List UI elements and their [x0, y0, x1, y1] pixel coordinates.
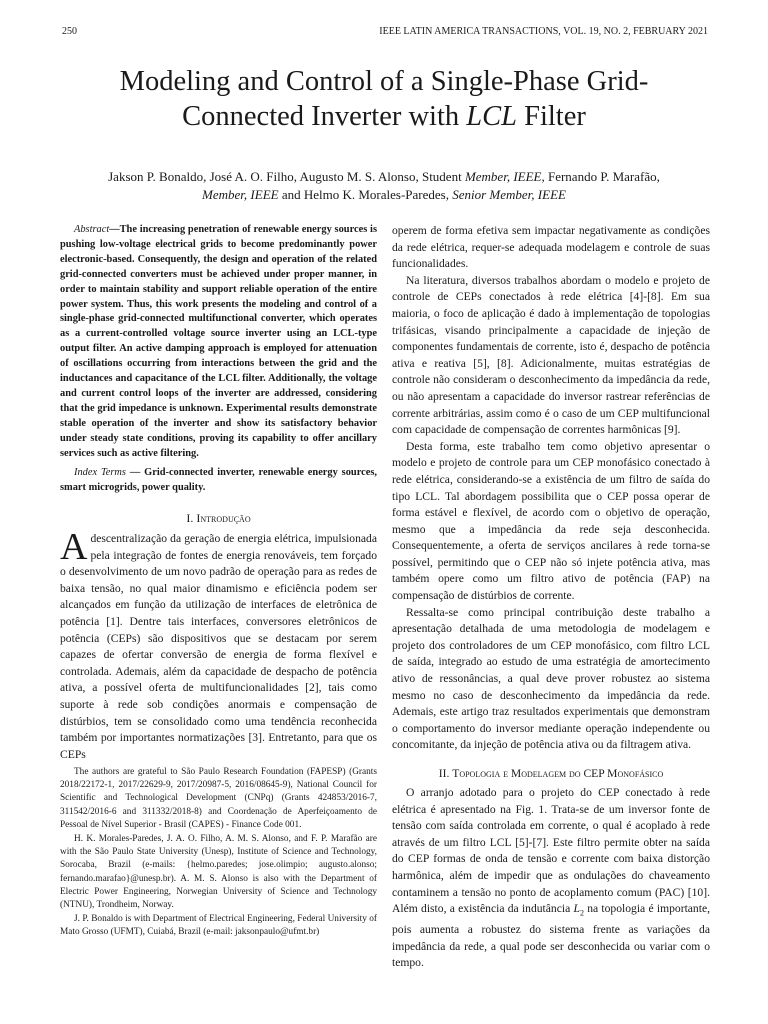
authors-part-c: and Helmo K. Morales-Paredes,: [278, 187, 453, 202]
intro-paragraph: descentralização da geração de energia elétrica, impulsionada pela integração de fontes de energia renováveis, tem forçado o desenvolvimento de um novo padrão de operação para as redes de baixa tensão, no qual maior dinamismo e eficiência podem ser alcançados em função da utilização de interfaces de eletrônica de potência [1]. Dentre tais interfaces, conversores eletrônicos de potência (CEPs) são dispositivos que se destacam por serem capazes de ofertar conversão de energia de forma flexível e controlada. Ademais, além da capacidade de despacho de potência ativa, a possível oferta de multifuncionalidades [2], tais como suporte à rede sob condições anormais e compensação de distúrbios, tem se consolidado como uma tendência reconhecida também por importantes normatizações [3]. Entretanto, para que os CEPs: [60, 532, 377, 761]
title-suffix: Filter: [516, 101, 586, 132]
title-text: Modeling and Control of a Single-Phase Grid-Connected Inverter with: [119, 66, 649, 132]
section-1-title: Introdução: [196, 511, 251, 525]
drop-cap: A: [60, 526, 88, 568]
footnote-funding: The authors are grateful to São Paulo Research Foundation (FAPESP) (Grants 2018/22172-1, 2017/22629-9, 2017/20987-5, 2016/08645-9), National Council for Scientific and Technological Development (CNPq) (Grants 424853/2016-7, 311542/2016-6 and 311332/2018-8) and Coordenação de Aperfeiçoamento de Pessoal de Nível Superior - Brasil (CAPES) - Finance Code 001.: [60, 767, 377, 830]
paragraph-contribution: Ressalta-se como principal contribuição deste trabalho a apresentação detalhada de uma metodologia de modelagem e projeto dos controladores de um CEP monofásico, com filtro LCL de saída, integrado ao estudo de uma estratégia de amortecimento ativo de ressonâncias, a qual deve prover robustez ao sistema mesmo no caso de desconhecimento da impedância da rede. Ademais, este artigo traz resultados experimentais que demonstram o comportamento do inversor mediante operação independente ou concomitante, da injeção de potência ativa ou da filtragem ativa.: [392, 605, 710, 752]
inductance-subscript: 2: [579, 908, 584, 918]
authors-role-d: Senior Member, IEEE: [452, 187, 566, 202]
paragraph-objective: Desta forma, este trabalho tem como objetivo apresentar o modelo e projeto de controle para um CEP monofásico conectado à rede elétrica, considerando-se a existência de um filtro de saída do tipo LCL. Tal abordagem possibilita que o CEP possa operar de forma estável e flexível, de acordo com o objetivo de operação, mesmo que a impedância da rede seja desconhecida. Consequentemente, a oferta de serviços ancilares à rede torna-se possível, permitindo que o CEP não só injete potência ativa, mas também opere como um filtro ativo de potência (FAP) na compensação de distúrbios de corrente.: [392, 439, 710, 603]
section-1-numeral: I.: [186, 511, 194, 525]
authors-part-b: , Fernando P. Marafão,: [541, 169, 660, 184]
index-terms-label: Index Terms: [74, 467, 126, 478]
abstract: [60, 223, 377, 462]
section-heading-topology: [392, 766, 710, 782]
authors-role-a: Member, IEEE: [464, 169, 542, 184]
footnote-affiliation-unesp: H. K. Morales-Paredes, J. A. O. Filho, A. M. S. Alonso, and F. P. Marafão are with the São Paulo State University (Unesp), Institute of Science and Technology, Sorocaba, Brazil (e-mails: {helmo.paredes; jose.olimpio; augusto.alonso; fernando.marafao}@unesp.br). A. M. S. Alonso is also with the Department of Electric Power Engineering, Norwegian University of Science and Technology (NTNU), Trondheim, Norway.: [60, 834, 377, 911]
section-2-numeral: II.: [438, 767, 450, 780]
right-column-intro: [392, 223, 710, 754]
paragraph-continuation: operem de forma efetiva sem impactar negativamente as condições da rede elétrica, requer-se adequada modelagem e controle de suas funcionalidades.: [392, 224, 710, 271]
paper-title: [80, 64, 688, 134]
abstract-text: —The increasing penetration of renewable energy sources is pushing low-voltage electrical grids to become predominantly power electronic-based. Consequently, the design and operation of the related grid-connected converters must be achieved under proper manner, in order to maintain stability and support reliable operation of the entire power system. Thus, this work presents the modeling and control of a single-phase grid-connected multifunctional converter, which operates as a current-controlled voltage source inverter using an LCL-type output filter. An active damping approach is employed for attenuation of oscillations occurring from interactions between the grid and the inductances and capacitance of the LCL filter. Additionally, the voltage and current control loops of the inverter are addressed, considering that the grid impedance is unknown. Experimental results demonstrate stable operation of the inverter and show its satisfactory behavior under steady state conditions, proving its capability to offer ancillary services such as active filtering.: [60, 224, 377, 459]
index-terms-text: — Grid-connected inverter, renewable energy sources, smart microgrids, power quality.: [60, 467, 377, 493]
author-list: [70, 168, 698, 204]
section-2-title: Topologia e Modelagem do CEP Monofásico: [452, 767, 664, 780]
authors-role-c: Member, IEEE: [202, 187, 279, 202]
page-number: 250: [62, 26, 77, 37]
paragraph-literature: Na literatura, diversos trabalhos abordam o modelo e projeto de controle de CEPs conectados à rede elétrica [4]-[8]. Em sua maioria, o foco de aplicação é dado à implementação de topologias trifásicas, visando principalmente a capacidade de injeção de componentes fundamentais de corrente, isto é, despacho de potência ativa e reativa [5], [8]. Adicionalmente, muitas estratégias de controle não consideram o desconhecimento da impedância da rede, ou não apresentam a capacidade do inversor rastrear referências de corrente arbitrárias, assim como é o caso de um CEP multifuncional com capacidade de compensação de correntes harmônicas [9].: [392, 273, 710, 437]
introduction-body: [60, 526, 377, 763]
footnotes: [60, 766, 377, 941]
footnote-affiliation-ufmt: J. P. Bonaldo is with Department of Electrical Engineering, Federal University of Mato Grosso (UFMT), Cuiabá, Brazil (e-mail: jaksonpaulo@ufmt.br): [60, 914, 377, 938]
section-heading-introduction: [60, 510, 377, 526]
abstract-label: Abstract: [74, 224, 110, 235]
topology-text-b: na topologia é importante, pois aumenta a robustez do sistema frente as variações da impedância da rede, a qual pode ser desconhecida ou variar com o tempo.: [392, 902, 710, 970]
topology-text-a: O arranjo adotado para o projeto do CEP conectado à rede elétrica é apresentado na Fig. 1. Trata-se de um inversor fonte de tensão com saída controlada em corrente, o qual é acoplado à rede através de um filtro LCL [5]-[7]. Este filtro permite obter na saída do CEP formas de onda de tensão e corrente com baixa distorção harmônica, além de impedir que as ondulações do chaveamento contaminem a tensão no ponto de acoplamento comum (PAC) [10]. Além disto, a existência da indutância: [392, 786, 710, 916]
journal-header: IEEE LATIN AMERICA TRANSACTIONS, VOL. 19, NO. 2, FEBRUARY 2021: [379, 26, 708, 37]
inductance-symbol: L: [573, 902, 580, 916]
title-lcl: LCL: [466, 101, 517, 132]
index-terms: [60, 466, 377, 496]
authors-part-a: Jakson P. Bonaldo, José A. O. Filho, Augusto M. S. Alonso, Student: [108, 169, 465, 184]
topology-body: [392, 785, 710, 972]
